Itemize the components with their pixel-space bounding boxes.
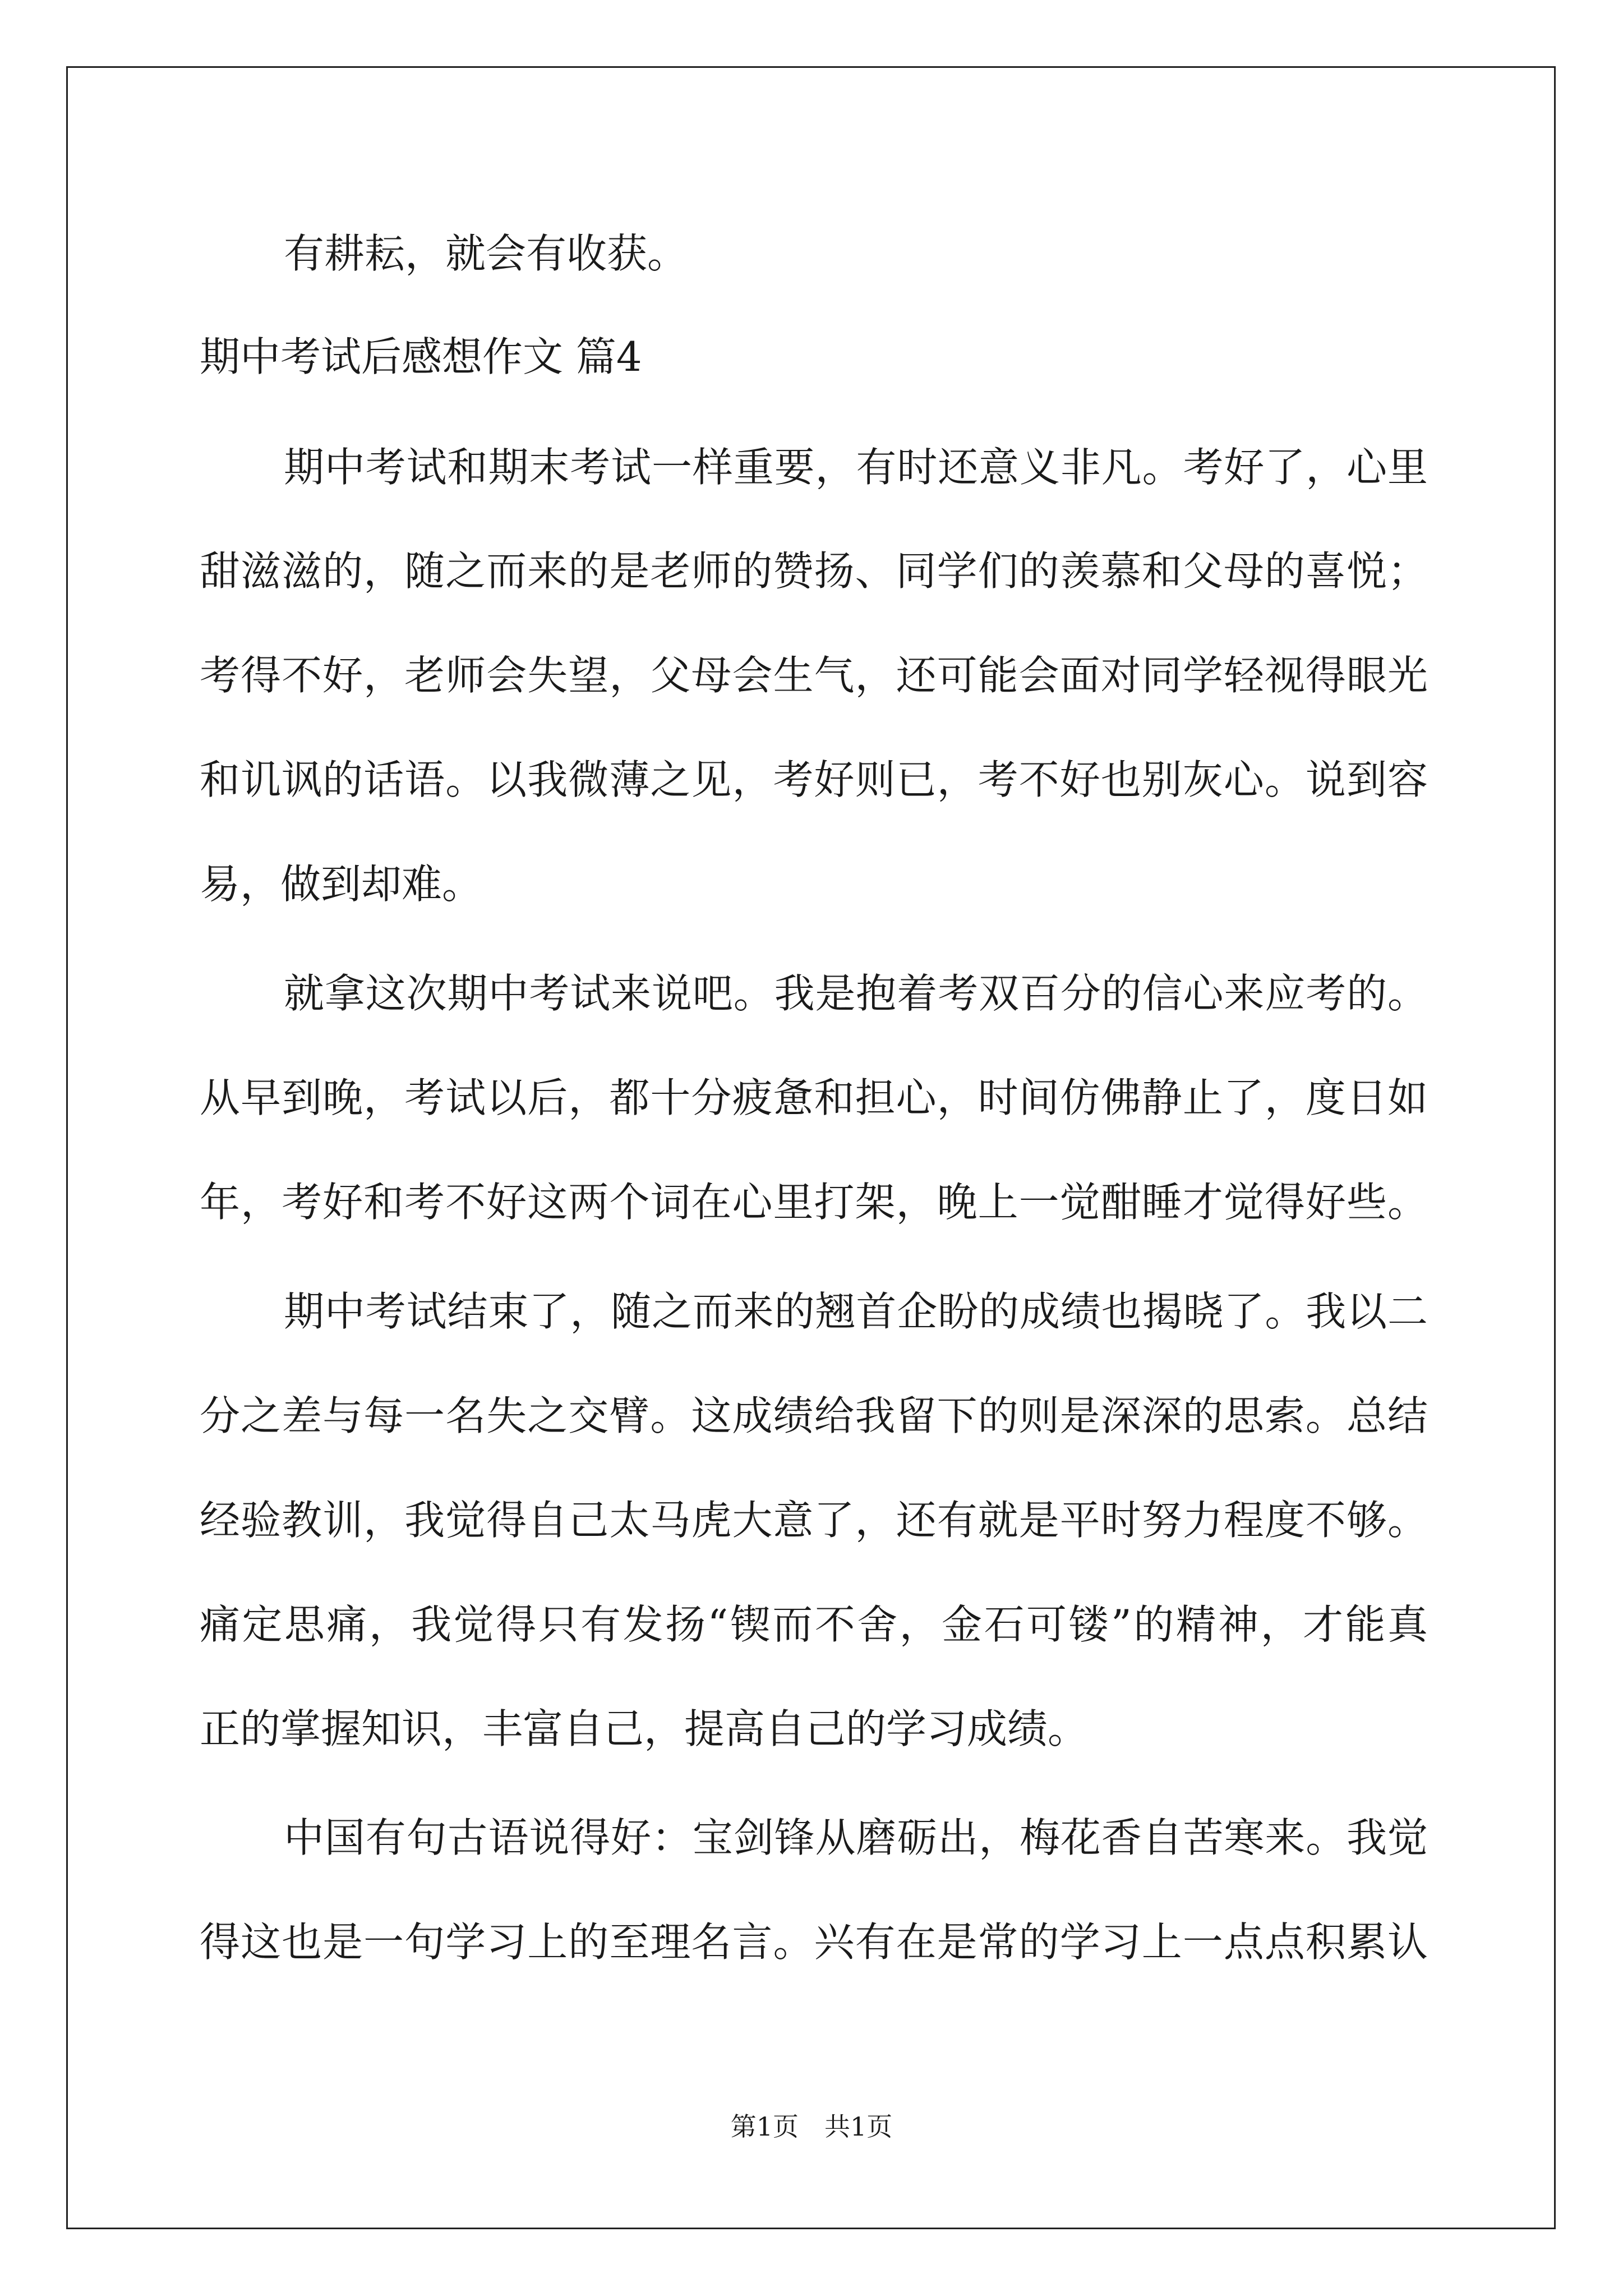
paragraph-line: 有耕耘，就会有收获。	[284, 230, 688, 277]
paragraph-line: 考得不好，老师会失望，父母会生气，还可能会面对同学轻视得眼光	[200, 652, 1428, 699]
section-heading: 期中考试后感想作文 篇4	[200, 333, 642, 380]
paragraph-line: 痛定思痛，我觉得只有发扬“锲而不舍，金石可镂”的精神，才能真	[200, 1601, 1428, 1648]
page-border	[66, 66, 1556, 2229]
paragraph-line: 中国有句古语说得好：宝剑锋从磨砺出，梅花香自苦寒来。我觉	[284, 1814, 1428, 1861]
paragraph-line: 正的掌握知识，丰富自己，提高自己的学习成绩。	[200, 1705, 1089, 1752]
paragraph-line: 得这也是一句学习上的至理名言。兴有在是常的学习上一点点积累认	[200, 1918, 1428, 1966]
paragraph-line: 经验教训，我觉得自己太马虎大意了，还有就是平时努力程度不够。	[200, 1497, 1428, 1544]
paragraph-line: 易，做到却难。	[200, 861, 483, 908]
paragraph-line: 从早到晚，考试以后，都十分疲惫和担心，时间仿佛静止了，度日如	[200, 1074, 1428, 1121]
paragraph-line: 年，考好和考不好这两个词在心里打架，晚上一觉酣睡才觉得好些。	[200, 1179, 1428, 1226]
paragraph-line: 就拿这次期中考试来说吧。我是抱着考双百分的信心来应考的。	[284, 970, 1428, 1017]
paragraph-line: 期中考试和期末考试一样重要，有时还意义非凡。考好了，心里	[284, 444, 1428, 491]
page-number-footer: 第1页 共1页	[730, 2111, 893, 2142]
paragraph-line: 和讥讽的话语。以我微薄之见，考好则已，考不好也别灰心。说到容	[200, 756, 1428, 803]
paragraph-line: 分之差与每一名失之交臂。这成绩给我留下的则是深深的思索。总结	[200, 1392, 1428, 1439]
paragraph-line: 期中考试结束了，随之而来的翘首企盼的成绩也揭晓了。我以二	[284, 1288, 1428, 1335]
paragraph-line: 甜滋滋的，随之而来的是老师的赞扬、同学们的羡慕和父母的喜悦；	[200, 547, 1428, 595]
